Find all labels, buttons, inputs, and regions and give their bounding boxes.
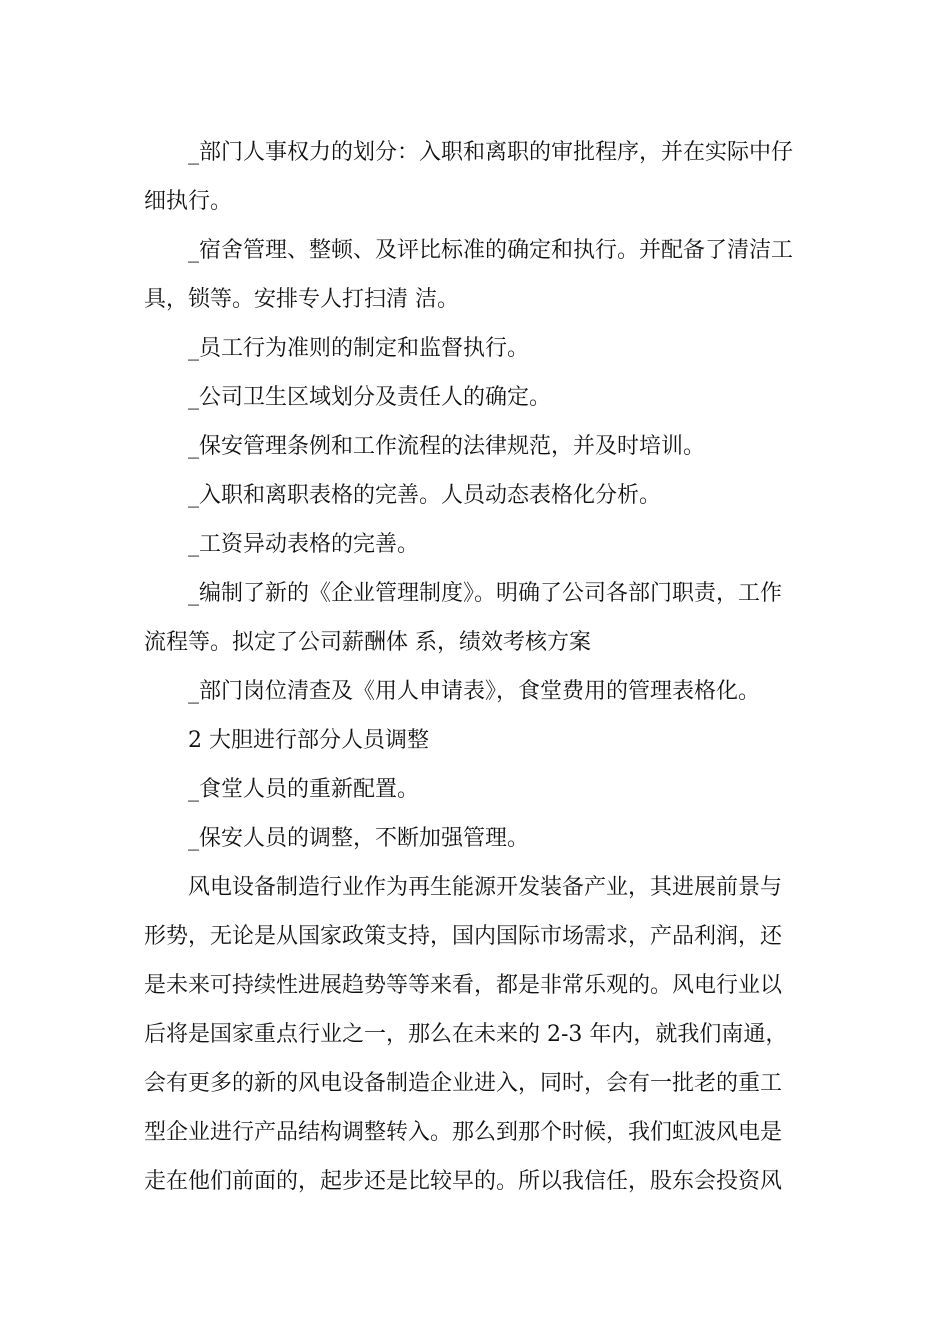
paragraph-line: _保安管理条例和工作流程的法律规范，并及时培训。 bbox=[188, 434, 706, 459]
paragraph bbox=[144, 324, 808, 373]
paragraph-line: _食堂人员的重新配置。 bbox=[188, 777, 420, 802]
paragraph-line: 流程等。拟定了公司薪酬体 系，绩效考核方案 bbox=[144, 630, 591, 655]
paragraph-line: 2 大胆进行部分人员调整 bbox=[188, 728, 429, 753]
paragraph bbox=[144, 569, 808, 667]
paragraph-line: _入职和离职表格的完善。人员动态表格化分析。 bbox=[188, 483, 662, 508]
paragraph-line: 具，锁等。安排专人打扫清 洁。 bbox=[144, 287, 459, 312]
paragraph bbox=[144, 667, 808, 716]
paragraph-line: _部门岗位清查及《用人申请表》，食堂费用的管理表格化。 bbox=[188, 679, 761, 704]
section-heading bbox=[144, 716, 808, 765]
paragraph-line: 走在他们前面的，起步还是比较早的。所以我信任，股东会投资风 bbox=[144, 1169, 783, 1194]
body-paragraph bbox=[144, 863, 808, 1206]
paragraph-line: 细执行。 bbox=[144, 189, 233, 214]
paragraph-line: _部门人事权力的划分：入职和离职的审批程序，并在实际中仔 bbox=[188, 140, 794, 165]
paragraph-line: 风电设备制造行业作为再生能源开发装备产业，其进展前景与 bbox=[188, 875, 783, 900]
paragraph-line: _编制了新的《企业管理制度》。明确了公司各部门职责，工作 bbox=[188, 581, 783, 606]
paragraph bbox=[144, 814, 808, 863]
paragraph bbox=[144, 471, 808, 520]
paragraph-line: _保安人员的调整，不断加强管理。 bbox=[188, 826, 530, 851]
paragraph bbox=[144, 520, 808, 569]
paragraph-line: _员工行为准则的制定和监督执行。 bbox=[188, 336, 530, 361]
paragraph-line: 会有更多的新的风电设备制造企业进入，同时，会有一批老的重工 bbox=[144, 1071, 783, 1096]
paragraph-line: _宿舍管理、整顿、及评比标准的确定和执行。并配备了清洁工 bbox=[188, 238, 794, 263]
paragraph-line: _工资异动表格的完善。 bbox=[188, 532, 420, 557]
paragraph-line: 是未来可持续性进展趋势等等来看，都是非常乐观的。风电行业以 bbox=[144, 973, 783, 998]
paragraph bbox=[144, 226, 808, 324]
paragraph bbox=[144, 373, 808, 422]
document-page bbox=[144, 128, 808, 1206]
paragraph-line: 形势，无论是从国家政策支持，国内国际市场需求，产品利润，还 bbox=[144, 924, 783, 949]
paragraph-line: _公司卫生区域划分及责任人的确定。 bbox=[188, 385, 552, 410]
paragraph bbox=[144, 765, 808, 814]
paragraph bbox=[144, 422, 808, 471]
paragraph bbox=[144, 128, 808, 226]
paragraph-line: 后将是国家重点行业之一，那么在未来的 2-3 年内，就我们南通， bbox=[144, 1022, 788, 1047]
paragraph-line: 型企业进行产品结构调整转入。那么到那个时候，我们虹波风电是 bbox=[144, 1120, 783, 1145]
